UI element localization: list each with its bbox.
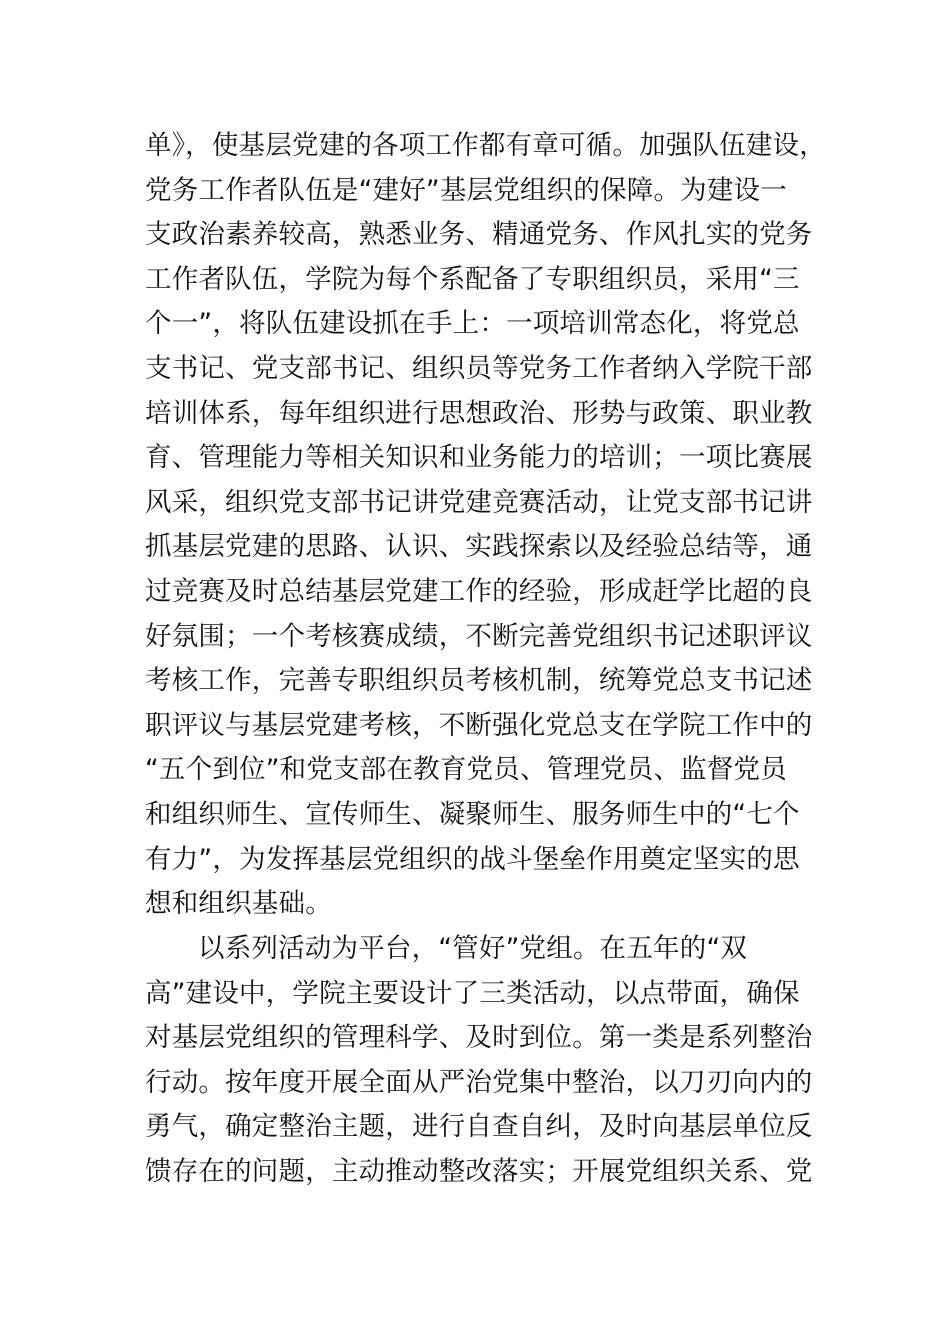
text-line: 单》，使基层党建的各项工作都有章可循。加强队伍建设， <box>145 130 826 161</box>
text-line: 育、管理能力等相关知识和业务能力的培训；一项比赛展 <box>145 442 813 474</box>
text-line: 支政治素养较高，熟悉业务、精通党务、作风扎实的党务 <box>145 219 813 251</box>
text-line: 过竞赛及时总结基层党建工作的经验，形成赶学比超的良 <box>145 575 813 607</box>
text-line: 支书记、党支部书记、组织员等党务工作者纳入学院干部 <box>145 352 813 384</box>
text-line: 好氛围；一个考核赛成绩，不断完善党组织书记述职评议 <box>145 620 813 652</box>
body-paragraph-1 <box>145 124 826 927</box>
text-line: “五个到位”和党支部在教育党员、管理党员、监督党员 <box>145 754 787 786</box>
text-line: 想和组织基础。 <box>145 888 332 920</box>
text-line: 党务工作者队伍是“建好”基层党组织的保障。为建设一 <box>145 174 787 206</box>
text-line: 培训体系，每年组织进行思想政治、形势与政策、职业教 <box>145 397 813 429</box>
text-line: 有力”，为发挥基层党组织的战斗堡垒作用奠定坚实的思 <box>145 843 800 875</box>
text-line: 抓基层党建的思路、认识、实践探索以及经验总结等，通 <box>145 531 813 563</box>
text-line-first-indented: 以系列活动为平台，“管好”党组。在五年的“双 <box>198 933 748 964</box>
text-line: 考核工作，完善专职组织员考核机制，统筹党总支书记述 <box>145 665 813 697</box>
text-line: 行动。按年度开展全面从严治党集中整治，以刀刃向内的 <box>145 1066 813 1098</box>
text-line: 职评议与基层党建考核，不断强化党总支在学院工作中的 <box>145 709 813 741</box>
text-line: 馈存在的问题，主动推动整改落实；开展党组织关系、党 <box>145 1155 813 1187</box>
text-line: 对基层党组织的管理科学、及时到位。第一类是系列整治 <box>145 1022 813 1054</box>
text-line: 个一”，将队伍建设抓在手上：一项培训常态化，将党总 <box>145 308 800 340</box>
text-line: 工作者队伍，学院为每个系配备了专职组织员，采用“三 <box>145 263 800 295</box>
text-line: 风采，组织党支部书记讲党建竞赛活动，让党支部书记讲 <box>145 486 813 518</box>
body-paragraph-2 <box>145 927 813 1195</box>
text-line: 高”建设中，学院主要设计了三类活动，以点带面，确保 <box>145 977 800 1009</box>
text-line: 勇气，确定整治主题，进行自查自纠，及时向基层单位反 <box>145 1111 813 1143</box>
text-line: 和组织师生、宣传师生、凝聚师生、服务师生中的“七个 <box>145 798 800 830</box>
